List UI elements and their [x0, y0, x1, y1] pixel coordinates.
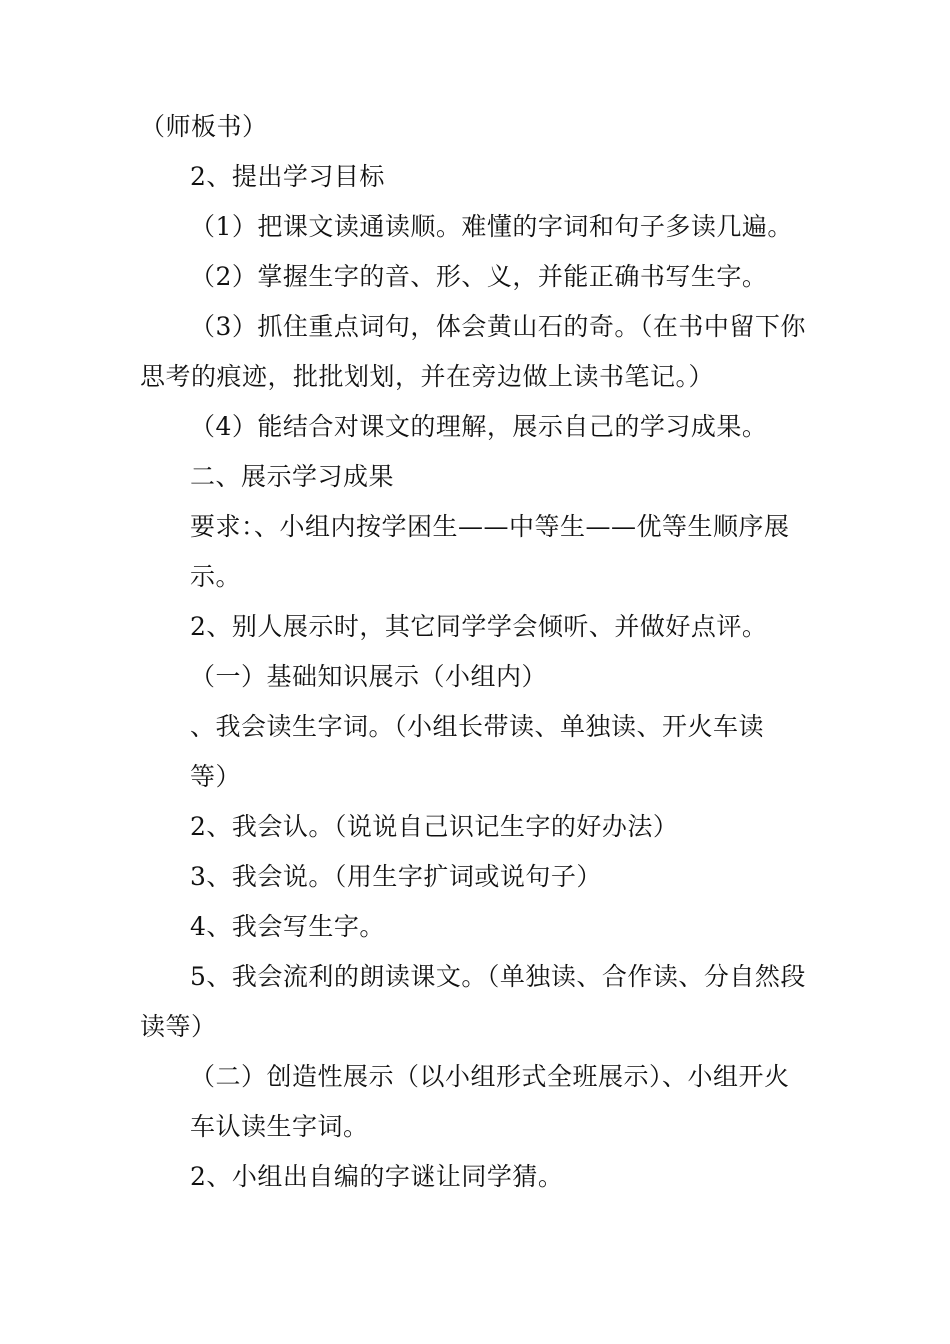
text-line: （1）把课文读通读顺。难懂的字词和句子多读几遍。	[190, 212, 793, 241]
text-line: （一）基础知识展示（小组内）	[190, 662, 548, 691]
text-line: 思考的痕迹，批批划划，并在旁边做上读书笔记。）	[140, 362, 715, 391]
text-line: 等）	[190, 762, 242, 791]
text-line: （3）抓住重点词句，体会黄山石的奇。（在书中留下你	[190, 312, 806, 341]
text-line: 2、我会认。（说说自己识记生字的好办法）	[190, 812, 679, 841]
text-line: 2、提出学习目标	[190, 162, 385, 191]
text-line: （4）能结合对课文的理解，展示自己的学习成果。	[190, 412, 768, 441]
text-line: 要求：、小组内按学困生——中等生——优等生顺序展	[190, 512, 790, 541]
text-line: 2、别人展示时，其它同学学会倾听、并做好点评。	[190, 612, 768, 641]
section-heading: 二、展示学习成果	[190, 462, 395, 491]
text-line: 读等）	[140, 1012, 217, 1041]
text-line: 车认读生字词。	[190, 1112, 369, 1141]
text-line: （2）掌握生字的音、形、义，并能正确书写生字。	[190, 262, 768, 291]
text-line: （师板书）	[140, 112, 268, 141]
text-line: 3、我会说。（用生字扩词或说句子）	[190, 862, 602, 891]
text-line: 2、小组出自编的字谜让同学猜。	[190, 1162, 564, 1191]
text-line: 、我会读生字词。（小组长带读、单独读、开火车读	[190, 712, 765, 741]
text-line: 示。	[190, 562, 242, 591]
text-line: （二）创造性展示（以小组形式全班展示）、小组开火	[190, 1062, 790, 1091]
text-line: 5、我会流利的朗读课文。（单独读、合作读、分自然段	[190, 962, 806, 991]
text-line: 4、我会写生字。	[190, 912, 385, 941]
